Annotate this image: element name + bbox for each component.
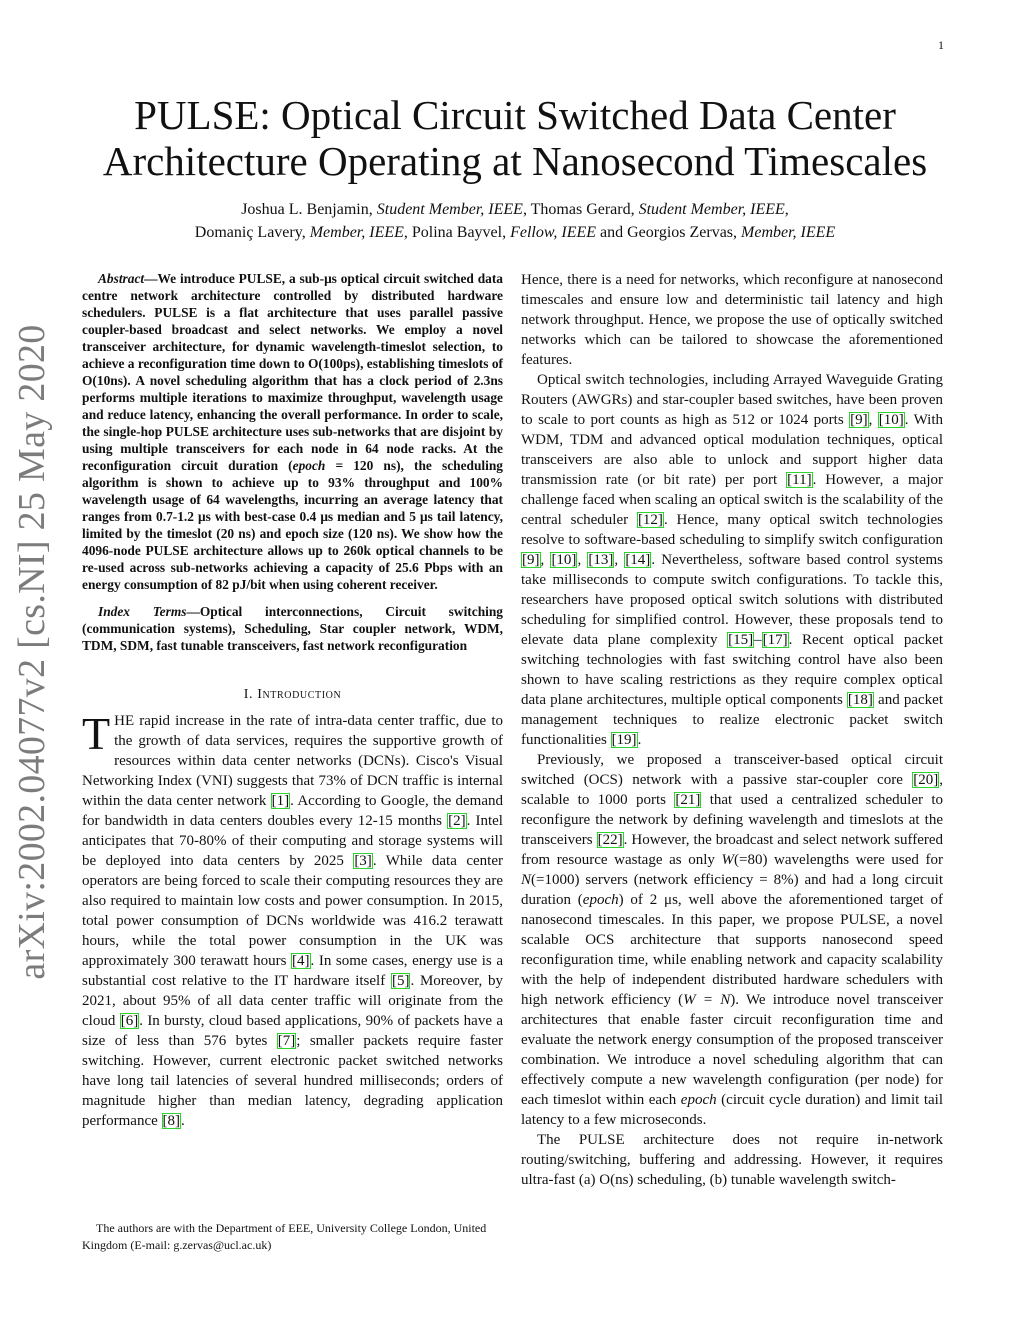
- page-number: 1: [938, 38, 944, 52]
- left-column: [82, 270, 503, 1131]
- citation-link[interactable]: [9]: [850, 412, 868, 428]
- citation-link[interactable]: [15]: [728, 632, 754, 648]
- citation-link[interactable]: [10]: [551, 552, 577, 568]
- citation-link[interactable]: [21]: [675, 792, 701, 808]
- citation-link[interactable]: [3]: [354, 853, 372, 869]
- citation-link[interactable]: [4]: [292, 953, 310, 969]
- affiliation-footnote: The authors are with the Department of EEE, University College London, United Kingdom (E-mail: g.zervas@ucl.ac.uk): [82, 1221, 487, 1252]
- author-list: Joshua L. Benjamin, Student Member, IEEE, Thomas Gerard, Student Member, IEEE, Domaniç Lavery, Member, IEEE, Polina Bayvel, Fellow, IEEE and Georgios Zervas, Member, IEEE: [194, 201, 836, 241]
- citation-link[interactable]: [17]: [762, 632, 788, 648]
- abstract: Abstract—We introduce PULSE, a sub-μs optical circuit switched data centre network architecture controlled by distributed hardware schedulers. PULSE is a flat architecture that uses parallel passive coupler-based broadcast and select networks. We employ a novel transceiver architecture, for dynamic wavelength-timeslot selection, to achieve a reconfiguration time down to O(100ps), establishing timeslots of O(10ns). A novel scheduling algorithm that has a clock period of 2.3ns performs multiple iterations to maximize throughput, wavelength usage and reduce latency, enhancing the overall performance. In order to scale, the single-hop PULSE architecture uses sub-networks that are disjoint by using multiple transceivers for each node in 64 node racks. At the reconfiguration circuit duration (epoch = 120 ns), the scheduling algorithm is shown to achieve up to 93% throughput and 100% wavelength usage of 64 wavelengths, incurring an average latency that ranges from 0.7-1.2 μs with best-case 0.4 μs median and 5 μs tail latency, limited by the timeslot (20 ns) and epoch size (120 ns). We show how the 4096-node PULSE architecture allows up to 260k optical channels to be re-used across sub-networks achieving a capacity of 25.6 Pbps with an energy consumption of 82 pJ/bit when using coherent receiver.: [82, 271, 503, 592]
- body-paragraph: Hence, there is a need for networks, which reconfigure at nanosecond timescales and ensure low and deterministic tail latency and high network throughput. Hence, we propose the use of optically switched networks which can be tailored to showcase the aforementioned features.: [521, 272, 943, 368]
- citation-link[interactable]: [13]: [588, 552, 614, 568]
- intro-paragraph: THE rapid increase in the rate of intra-data center traffic, due to the growth of data services, requires the supportive growth of resources within data center networks (DCNs). Cisco's Visual Networking Index (VNI) suggests that 73% of DCN traffic is internal within the data center network [1]. According to Google, the demand for bandwidth in data centers doubles every 12-15 months [2]. Intel anticipates that 70-80% of their computing and storage systems will be deployed into data centers by 2025 [3]. While data center operators are being forced to scale their computing resources they are also required to maintain low costs and power consumption. In 2015, total power consumption of DCNs worldwide was 416.2 terawatt hours, while the total power consumption in the UK was approximately 300 terawatt hours [4]. In some cases, energy use is a substantial cost relative to the IT hardware itself [5]. Moreover, by 2021, about 95% of all data center traffic will originate from the cloud [6]. In bursty, cloud based applications, 90% of packets have a size of less than 576 bytes [7]; smaller packets require faster switching. However, current electronic packet switched networks have long tail latencies of several hundred milliseconds; orders of magnitude higher than median latency, degrading application performance [8].: [82, 708, 504, 1129]
- body-paragraph: Previously, we proposed a transceiver-based optical circuit switched (OCS) network with a passive star-coupler core [20], scalable to 1000 ports [21] that used a centralized scheduler to reconfigure the network by defining wavelength and timeslots at the transceivers [22]. However, the broadcast and select network suffered from resource wastage as only W(=80) wavelengths were used for N(=1000) servers (network efficiency = 8%) and had a long circuit duration (epoch) of 2 μs, well above the aforementioned target of nanosecond timescales. In this paper, we propose PULSE, a novel scalable OCS architecture that supports nanosecond speed reconfiguration time, while enabling network and capacity scalability with the help of independent distributed hardware schedulers with high network efficiency (W = N). We introduce novel transceiver architectures that enable faster circuit reconfiguration time and evaluate the network energy consumption of the proposed transceiver combination. We introduce a novel scheduling algorithm that can effectively compute a new wavelength configuration (per node) for each timeslot within each epoch (circuit cycle duration) and limit tail latency to a few microseconds.: [521, 752, 944, 1128]
- body-paragraph: Optical switch technologies, including Arrayed Waveguide Grating Routers (AWGRs) and star-coupler based switches, have been proven to scale to port counts as high as 512 or 1024 ports [9], [10]. With WDM, TDM and advanced optical modulation techniques, optical transceivers are also able to unlock and support higher data transmission rate (or bit rate) per port [11]. However, a major challenge faced when scaling an optical switch is the scalability of the central scheduler [12]. Hence, many optical switch technologies resolve to software-based scheduling to simplify switch configuration [9], [10], [13], [14]. Nevertheless, software based control systems take milliseconds to compute switch configurations. To tackle this, researchers have proposed optical switch solutions with distributed scheduling for simplified control. However, these proposals tend to elevate data plane complexity [15]–[17]. Recent optical packet switching technologies with fast switching control have also been shown to have scaling restrictions as they require complex optical data plane architectures, multiple optical components [18] and packet management techniques to realize electronic packet switch functionalities [19].: [521, 372, 944, 748]
- citation-link[interactable]: [22]: [597, 832, 623, 848]
- citation-link[interactable]: [14]: [625, 552, 651, 568]
- body-paragraph: The PULSE architecture does not require in-network routing/switching, buffering and addressing. However, it requires ultra-fast (a) O(ns) scheduling, (b) tunable wavelength switch-: [521, 1132, 943, 1188]
- citation-link[interactable]: [6]: [120, 1013, 139, 1029]
- citation-link[interactable]: [7]: [277, 1033, 296, 1049]
- section-heading-introduction: I. Introduction: [243, 687, 342, 702]
- right-column: [521, 270, 943, 1190]
- paper-title: PULSE: Optical Circuit Switched Data Center Architecture Operating at Nanosecond Timescales: [102, 92, 928, 184]
- citation-link[interactable]: [20]: [913, 772, 939, 788]
- arxiv-stamp: [10, 324, 54, 980]
- index-terms: Index Terms—Optical interconnections, Circuit switching (communication systems), Scheduling, Star coupler network, WDM, TDM, SDM, fast tunable transceivers, fast network reconfiguration: [82, 604, 504, 653]
- citation-link[interactable]: [12]: [637, 512, 663, 528]
- citation-link[interactable]: [11]: [787, 472, 812, 488]
- citation-link[interactable]: [9]: [522, 552, 540, 568]
- citation-link[interactable]: [8]: [162, 1113, 181, 1129]
- citation-link[interactable]: [1]: [271, 793, 290, 809]
- drop-cap: T: [82, 708, 111, 759]
- citation-link[interactable]: [5]: [391, 973, 410, 989]
- arxiv-stamp-text: arXiv:2002.04077v2 [cs.NI] 25 May 2020: [11, 324, 53, 980]
- citation-link[interactable]: [2]: [448, 813, 466, 829]
- citation-link[interactable]: [18]: [847, 692, 873, 708]
- citation-link[interactable]: [10]: [878, 412, 904, 428]
- citation-link[interactable]: [19]: [611, 732, 637, 748]
